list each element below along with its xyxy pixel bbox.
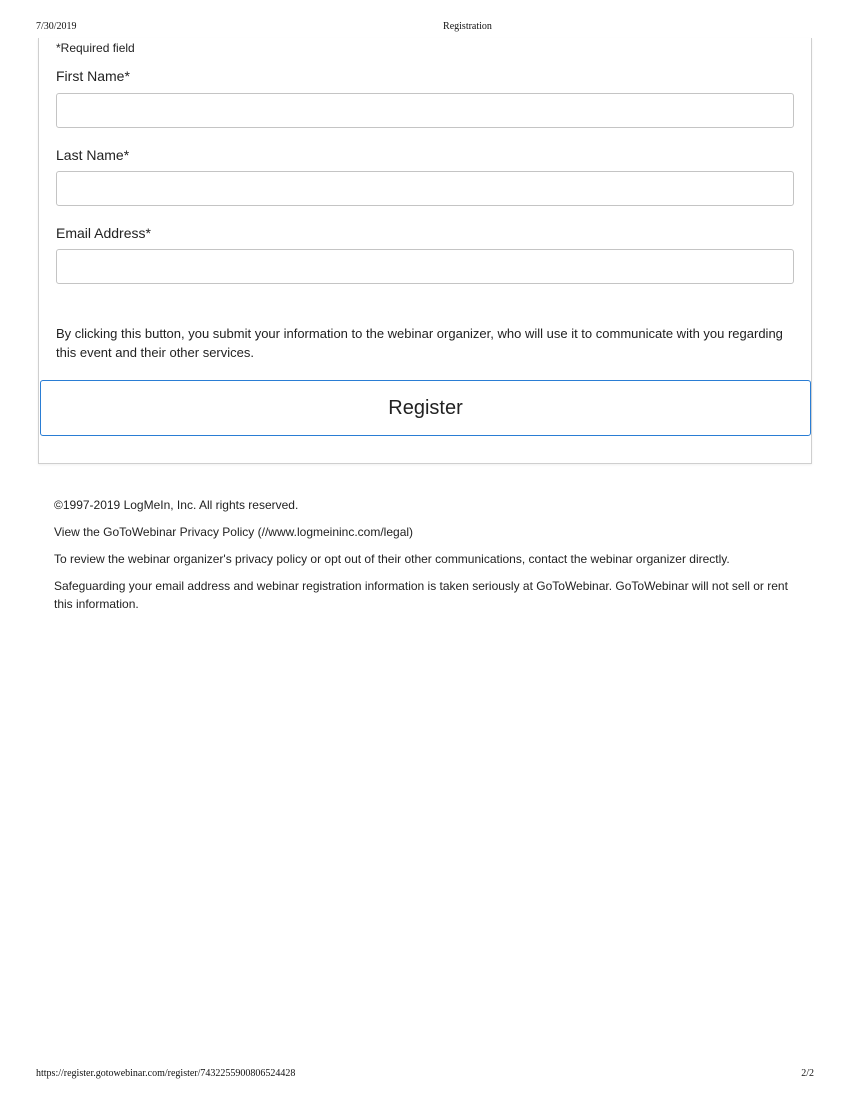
first-name-input[interactable] xyxy=(56,93,794,128)
first-name-label: First Name* xyxy=(56,68,130,84)
register-button[interactable]: Register xyxy=(40,380,811,436)
email-label: Email Address* xyxy=(56,225,151,241)
last-name-input[interactable] xyxy=(56,171,794,206)
required-field-note: *Required field xyxy=(56,41,135,55)
print-page-number: 2/2 xyxy=(801,1068,814,1079)
print-url: https://register.gotowebinar.com/register/7432255900806524428 xyxy=(36,1068,296,1079)
last-name-label: Last Name* xyxy=(56,147,130,163)
copyright-text: ©1997-2019 LogMeIn, Inc. All rights reserved. xyxy=(54,498,299,512)
privacy-policy-link[interactable]: View the GoToWebinar Privacy Policy (//www.logmeininc.com/legal) xyxy=(54,525,414,539)
registration-form xyxy=(38,38,812,464)
print-date: 7/30/2019 xyxy=(36,21,77,32)
email-input[interactable] xyxy=(56,249,794,284)
page-footer xyxy=(54,496,794,622)
organizer-privacy-note: To review the webinar organizer's privacy policy or opt out of their other communications, contact the webinar organizer directly. xyxy=(54,552,730,566)
print-title: Registration xyxy=(443,21,492,32)
consent-text: By clicking this button, you submit your information to the webinar organizer, who will use it to communicate with you regarding this event and their other services. xyxy=(56,326,783,360)
safeguard-note: Safeguarding your email address and webinar registration information is taken seriously at GoToWebinar. GoToWebinar will not sell or rent this information. xyxy=(54,579,788,611)
